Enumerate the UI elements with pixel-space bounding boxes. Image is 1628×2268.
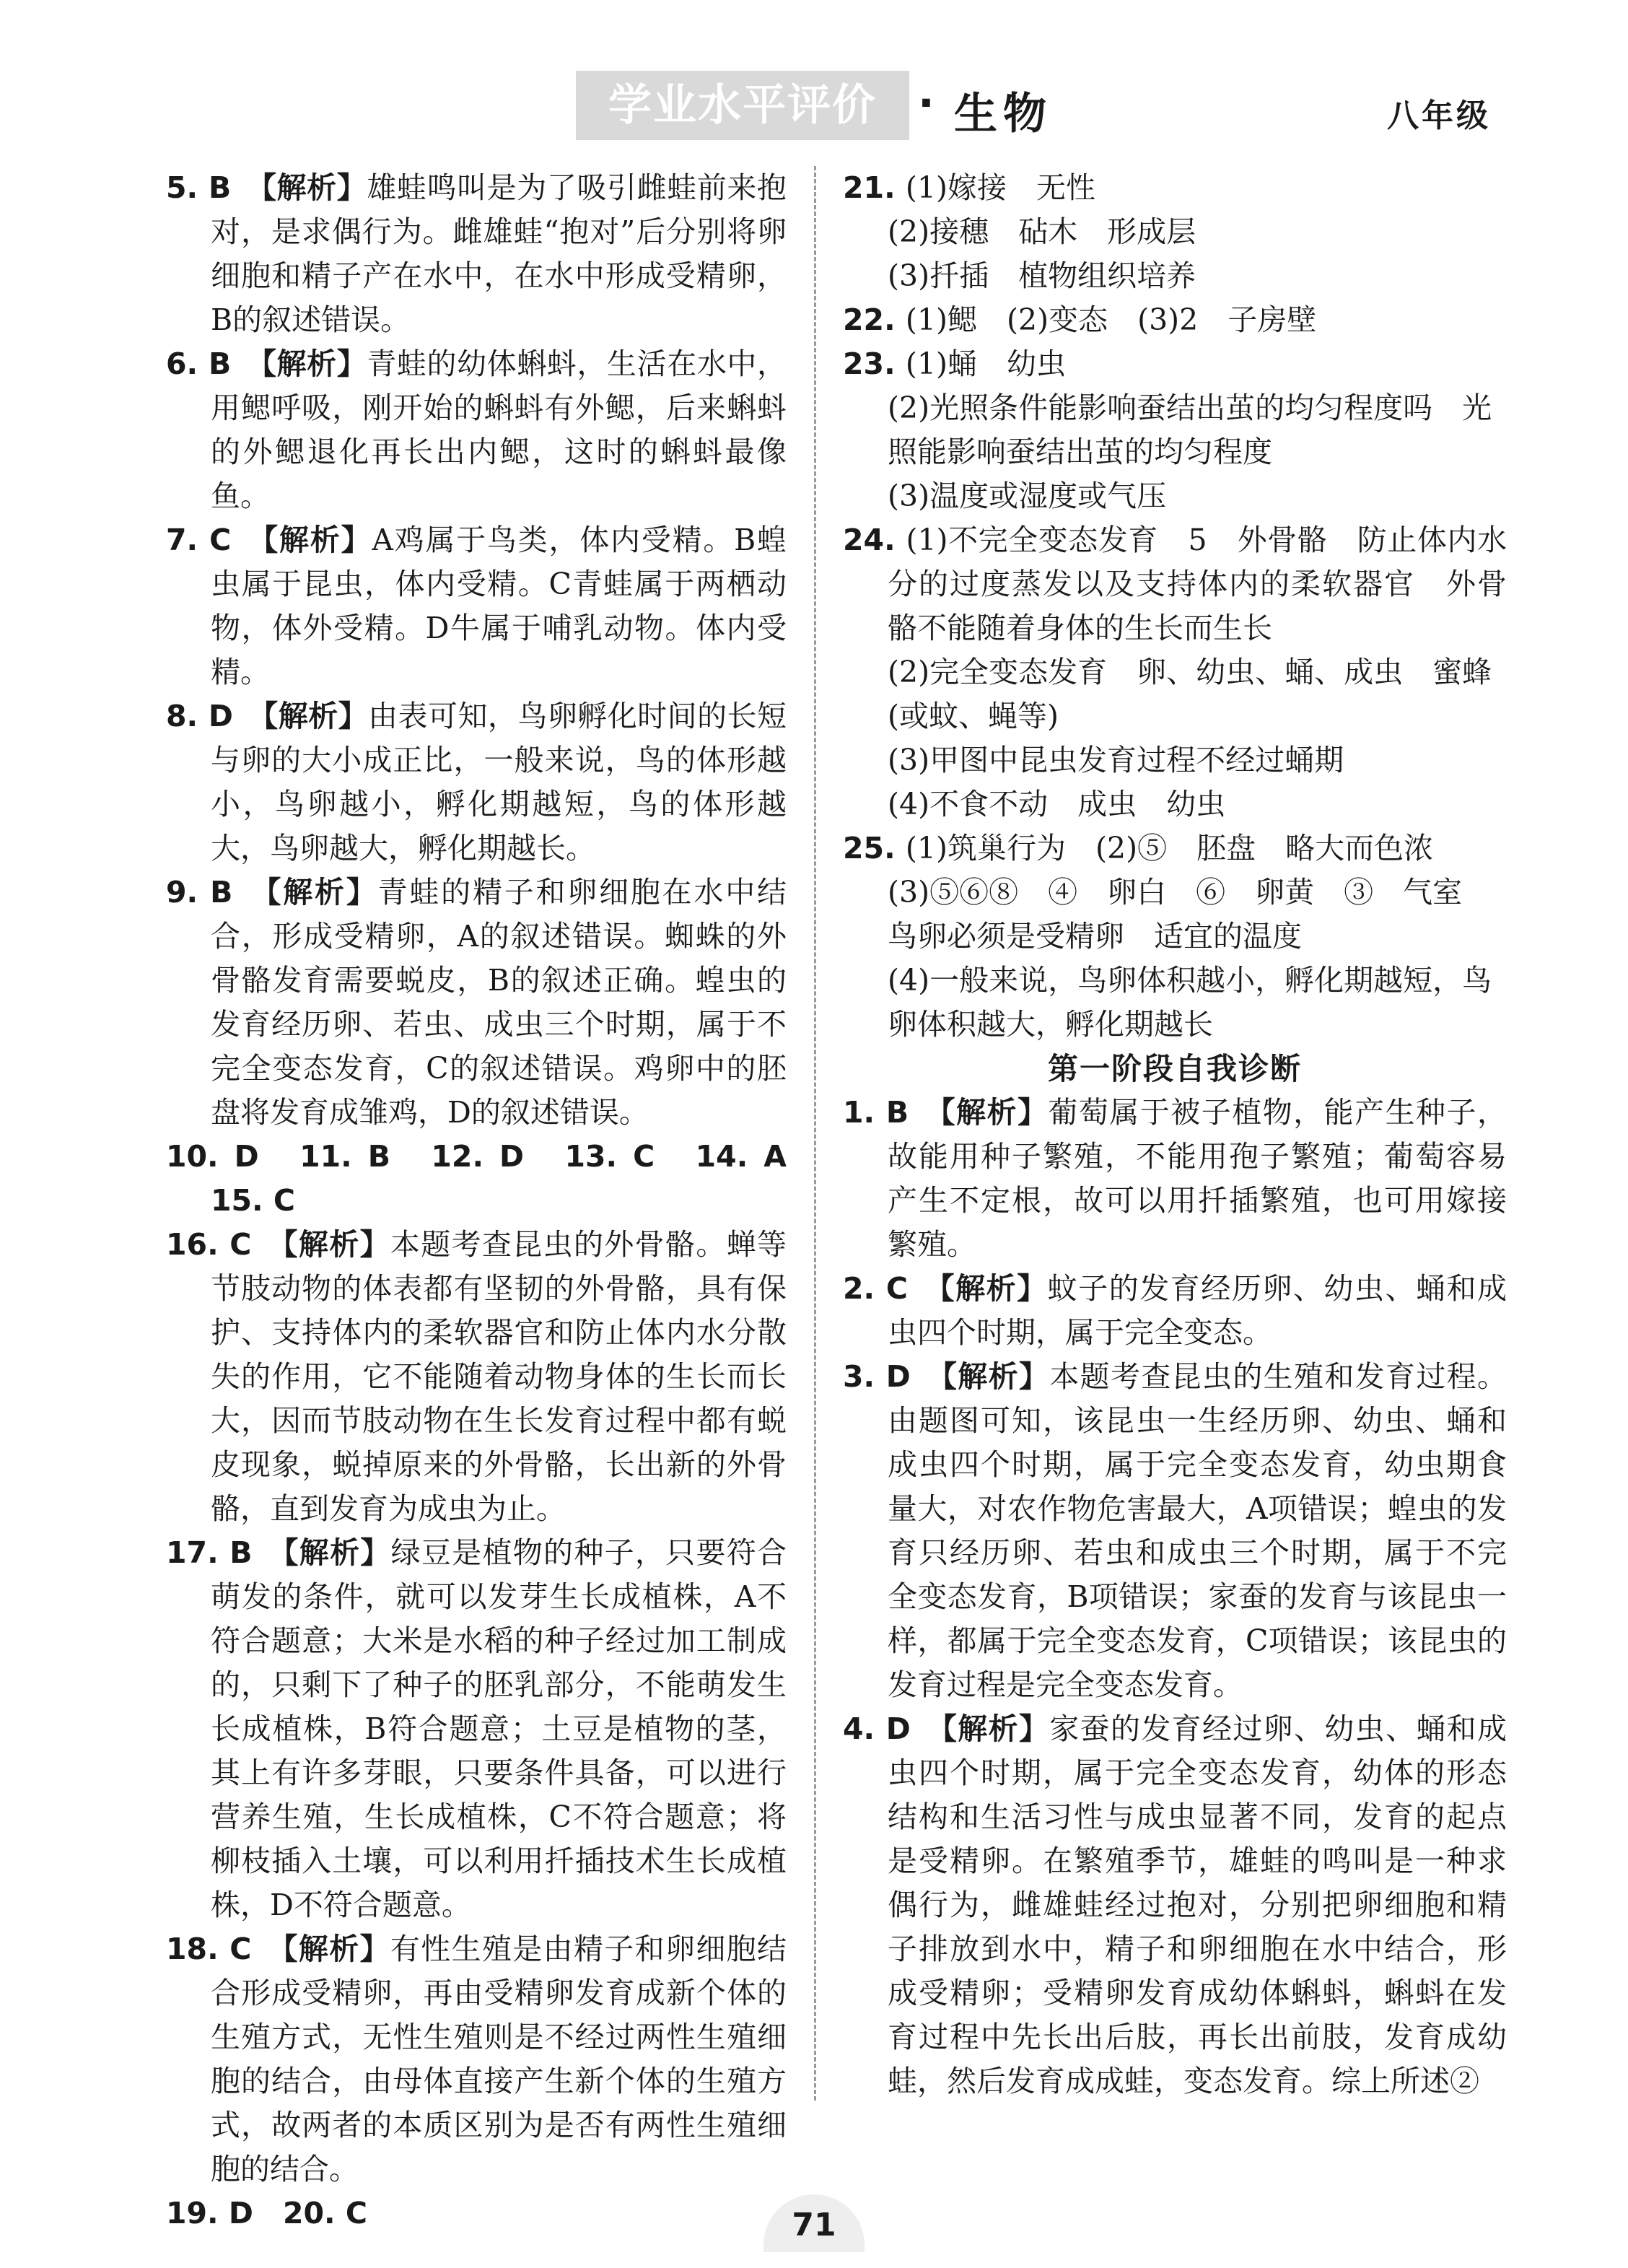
answer-subline: (2)光照条件能影响蚕结出茧的均匀程度吗 光照能影响蚕结出茧的均匀程度	[888, 391, 1492, 469]
right-column	[843, 166, 1507, 2103]
answer-item: 4. D 【解析】家蚕的发育经过卵、幼虫、蛹和成虫四个时期，属于完全变态发育，幼体的形态结构和生活习性与成虫显著不同，发育的起点是受精卵。在繁殖季节，雄蛙的鸣叫是一种求偶行为，雌雄蛙经过抱对，分别把卵细胞和精子排放到水中，精子和卵细胞在水中结合，形成受精卵；受精卵发育成幼体蝌蚪，蝌蚪在发育过程中先长出后肢，再长出前肢，发育成幼蛙，然后发育成成蛙，变态发育。综上所述②	[843, 1711, 1507, 2098]
page-header	[0, 65, 1628, 144]
answer-item: 5. B 【解析】雄蛙鸣叫是为了吸引雌蛙前来抱对，是求偶行为。雌雄蛙“抱对”后分别将卵细胞和精子产在水中，在水中形成受精卵，B的叙述错误。	[166, 170, 787, 337]
answer-subline: (2)完全变态发育 卵、幼虫、蛹、成虫 蜜蜂(或蚊、蝇等)	[888, 655, 1492, 733]
answer-item: 16. C 【解析】本题考查昆虫的外骨骼。蝉等节肢动物的体表都有坚韧的外骨骼，具有保护、支持体内的柔软器官和防止体内水分散失的作用，它不能随着动物身体的生长而长大，因而节肢动物在生长发育过程中都有蜕皮现象，蜕掉原来的外骨骼，长出新的外骨骼，直到发育为成虫为止。	[166, 1227, 787, 1526]
answer-subline: (2)接穗 砧木 形成层	[888, 214, 1196, 249]
answer-item: 1. B 【解析】葡萄属于被子植物，能产生种子，故能用种子繁殖，不能用孢子繁殖；葡萄容易产生不定根，故可以用扦插繁殖，也可用嫁接繁殖。	[843, 1095, 1507, 1262]
answer-item: 21. (1)嫁接 无性	[843, 170, 1095, 205]
answer-item: 9. B 【解析】青蛙的精子和卵细胞在水中结合，形成受精卵，A的叙述错误。蜘蛛的外骨骼发育需要蜕皮，B的叙述正确。蝗虫的发育经历卵、若虫、成虫三个时期，属于不完全变态发育，C的叙述错误。鸡卵中的胚盘将发育成雏鸡，D的叙述错误。	[166, 875, 787, 1130]
header-separator: ·	[918, 78, 935, 128]
answer-item: 7. C 【解析】A鸡属于鸟类，体内受精。B蝗虫属于昆虫，体内受精。C青蛙属于两栖动物，体外受精。D牛属于哺乳动物。体内受精。	[166, 523, 787, 689]
answer-subline: (3)温度或湿度或气压	[888, 479, 1167, 513]
answer-item: 24. (1)不完全变态发育 5 外骨骼 防止体内水分的过度蒸发以及支持体内的柔软器官 外骨骼不能随着身体的生长而生长	[843, 523, 1507, 645]
answer-subline: (3)甲图中昆虫发育过程不经过蛹期	[888, 743, 1344, 777]
grade-label: 八年级	[1387, 97, 1491, 134]
series-title: 学业水平评价	[576, 71, 909, 140]
answer-item: 2. C 【解析】蚊子的发育经历卵、幼虫、蛹和成虫四个时期，属于完全变态。	[843, 1271, 1507, 1350]
answer-subline: (4)一般来说，鸟卵体积越小，孵化期越短，鸟卵体积越大，孵化期越长	[888, 963, 1492, 1042]
column-divider	[814, 166, 816, 2101]
answer-item: 25. (1)筑巢行为 (2)⑤ 胚盘 略大而色浓	[843, 831, 1434, 865]
page-number: 71	[763, 2194, 865, 2252]
answer-subline: (4)不食不动 成虫 幼虫	[888, 787, 1226, 821]
answer-item: 18. C 【解析】有性生殖是由精子和卵细胞结合形成受精卵，再由受精卵发育成新个体的生殖方式，无性生殖则是不经过两性生殖细胞的结合，由母体直接产生新个体的生殖方式，故两者的本质区别为是否有两性生殖细胞的结合。	[166, 1932, 787, 2186]
answer-item: 8. D 【解析】由表可知，鸟卵孵化时间的长短与卵的大小成正比，一般来说，鸟的体形越小，鸟卵越小，孵化期越短，鸟的体形越大，鸟卵越大，孵化期越长。	[166, 699, 787, 865]
answer-line: 10. D 11. B 12. D 13. C 14. A 15. C	[166, 1139, 816, 1218]
answer-item: 17. B 【解析】绿豆是植物的种子，只要符合萌发的条件，就可以发芽生长成植株，A不符合题意；大米是水稻的种子经过加工制成的，只剩下了种子的胚乳部分，不能萌发生长成植株，B符合题意；土豆是植物的茎，其上有许多芽眼，只要条件具备，可以进行营养生殖，生长成植株，C不符合题意；将柳枝插入土壤，可以利用扦插技术生长成植株，D不符合题意。	[166, 1535, 787, 1922]
answer-line: 19. D 20. C	[166, 2196, 367, 2230]
answer-item: 23. (1)蛹 幼虫	[843, 346, 1066, 381]
answer-subline: (3)扦插 植物组织培养	[888, 258, 1196, 293]
section-title: 第一阶段自我诊断	[1047, 1051, 1302, 1086]
left-column	[166, 166, 816, 2236]
answer-item: 6. B 【解析】青蛙的幼体蝌蚪，生活在水中，用鳃呼吸，刚开始的蝌蚪有外鳃，后来蝌蚪的外鳃退化再长出内鳃，这时的蝌蚪最像鱼。	[166, 346, 787, 513]
answer-subline: (3)⑤⑥⑧ ④ 卵白 ⑥ 卵黄 ③ 气室 鸟卵必须是受精卵 适宜的温度	[888, 875, 1492, 954]
subject-title: 生物	[954, 89, 1052, 139]
answer-item: 22. (1)鳃 (2)变态 (3)2 子房壁	[843, 302, 1317, 337]
answer-item: 3. D 【解析】本题考查昆虫的生殖和发育过程。由题图可知，该昆虫一生经历卵、幼虫、蛹和成虫四个时期，属于完全变态发育，幼虫期食量大，对农作物危害最大，A项错误；蝗虫的发育只经历卵、若虫和成虫三个时期，属于不完全变态发育，B项错误；家蚕的发育与该昆虫一样，都属于完全变态发育，C项错误；该昆虫的发育过程是完全变态发育。	[843, 1359, 1507, 1702]
